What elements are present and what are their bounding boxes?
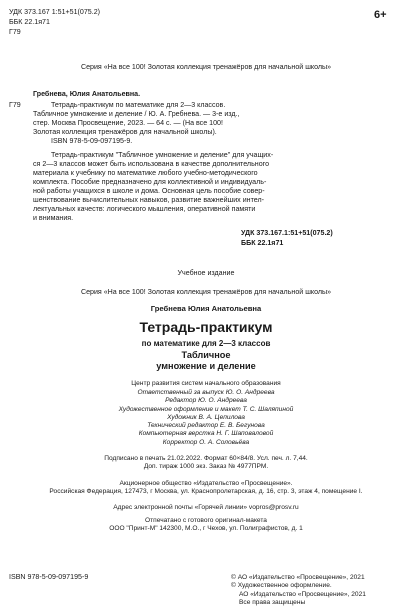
catalog-isbn: ISBN 978-5-09-097195-9. xyxy=(51,137,133,145)
catalog-description-line: Тетрадь-практикум по математике для 2—3 классов. xyxy=(51,101,226,109)
annotation-line: ся 2—3 классов может быть использована в качестве дополнительного xyxy=(33,160,270,168)
edition-title: Тетрадь-практикум xyxy=(139,319,273,335)
edition-subtitle2-line: умножение и деление xyxy=(156,361,256,371)
edition-hotline: Адрес электронной почты «Горячей линии» vopros@prosv.ru xyxy=(113,504,299,511)
annotation-line: Тетрадь-практикум "Табличное умножение и деление" для учащих- xyxy=(51,151,274,159)
annotation-line: комплекта. Пособие предназначено для коллективной и индивидуаль- xyxy=(33,178,267,186)
edition-credits xyxy=(0,389,412,447)
print-line: Доп. тираж 1000 экз. Заказ № 4977ПРМ. xyxy=(143,463,269,471)
publisher-line: Российская Федерация, 127473, г Москва, ул. Краснопролетарская, д. 16, стр. 3, этаж 4, помещение I. xyxy=(49,488,363,496)
age-rating: 6+ xyxy=(374,9,387,21)
edition-type: Учебное издание xyxy=(177,269,235,277)
catalog-description-line: стер. Москва Просвещение, 2023. — 64 с. — (На все 100! xyxy=(33,119,223,127)
annotation-line: ной работы учащихся в школе и дома. Основная цель пособие совер- xyxy=(33,187,265,195)
credit-line: Технический редактор Е. В. Бегунова xyxy=(147,422,265,430)
printer-line: Отпечатано с готового оригинал-макета xyxy=(145,517,267,524)
edition-printer xyxy=(0,517,412,534)
edition-print-info xyxy=(0,455,412,472)
catalog-annotation xyxy=(33,151,381,223)
credit-line: Компьютерная верстка Н. Г. Шаповаловой xyxy=(138,430,274,438)
annotation-line: лектуальных качеств: логического мышления, оперативной памяти xyxy=(33,205,256,213)
annotation-line: материала к учебнику по математике любого учебно-методического xyxy=(33,169,258,177)
copyright-line: © АО «Издательство «Просвещение», 2021 xyxy=(231,574,365,581)
annotation-line: и внимания. xyxy=(33,214,74,222)
printer-line: ООО "Принт-М" 142300, М.О., г Чехов, ул. Полиграфистов, д. 1 xyxy=(109,525,303,533)
catalog-author: Гребнева, Юлия Анатольевна. xyxy=(33,90,141,98)
header-series: Серия «На все 100! Золотая коллекция тренажёров для начальной школы» xyxy=(80,63,332,71)
header-author-mark: Г79 xyxy=(9,28,21,36)
credit-line: Редактор Ю. О. Андреева xyxy=(165,397,247,405)
edition-author: Гребнева Юлия Анатольевна xyxy=(150,304,262,313)
copyright-line: АО «Издательство «Просвещение», 2021 xyxy=(239,590,366,598)
credit-line: Ответственный за выпуск Ю. О. Андреева xyxy=(137,389,275,396)
copyright-line: Все права защищены xyxy=(239,598,306,606)
footer-copyright xyxy=(231,574,366,607)
catalog-bbk: ББК 22.1я71 xyxy=(241,239,284,247)
print-line: Подписано в печать 21.02.2022. Формат 60×84/8. Усл. печ. л. 7,44. xyxy=(104,455,308,462)
copyright-line: © Художественное оформление. xyxy=(231,582,332,590)
catalog-description-line: Золотая коллекция тренажёров для начальной школы). xyxy=(33,128,217,136)
credit-line: Художественное оформление и макет Т. С. Шаляпиной xyxy=(118,405,294,413)
catalog-udk: УДК 373.167.1:51+51(075.2) xyxy=(241,229,333,237)
edition-series: Серия «На все 100! Золотая коллекция тренажёров для начальной школы» xyxy=(80,288,332,296)
catalog-description-line: Табличное умножение и деление / Ю. А. Гребнева. — 3-е изд., xyxy=(33,110,240,118)
header-bbk: ББК 22.1я71 xyxy=(9,18,50,26)
edition-subtitle2-line: Табличное xyxy=(181,350,231,360)
catalog-description xyxy=(33,101,381,146)
annotation-line: шенствование вычислительных навыков, развитие важнейших интел- xyxy=(33,196,264,204)
catalog-mark: Г79 xyxy=(9,101,21,109)
credit-line: Корректор О. А. Соловьёва xyxy=(162,438,250,446)
edition-subtitle2 xyxy=(0,350,412,372)
header-udk: УДК 373.167 1:51+51(075.2) xyxy=(9,8,101,16)
publisher-line: Акционерное общество «Издательство «Просвещение». xyxy=(119,480,293,487)
footer-isbn: ISBN 978-5-09-097195-9 xyxy=(9,573,89,581)
edition-publisher xyxy=(0,480,412,497)
edition-center: Центр развития систем начального образования xyxy=(131,380,281,387)
edition-subtitle: по математике для 2—3 классов xyxy=(141,339,271,348)
credit-line: Художник В. А. Цепилова xyxy=(167,413,245,421)
